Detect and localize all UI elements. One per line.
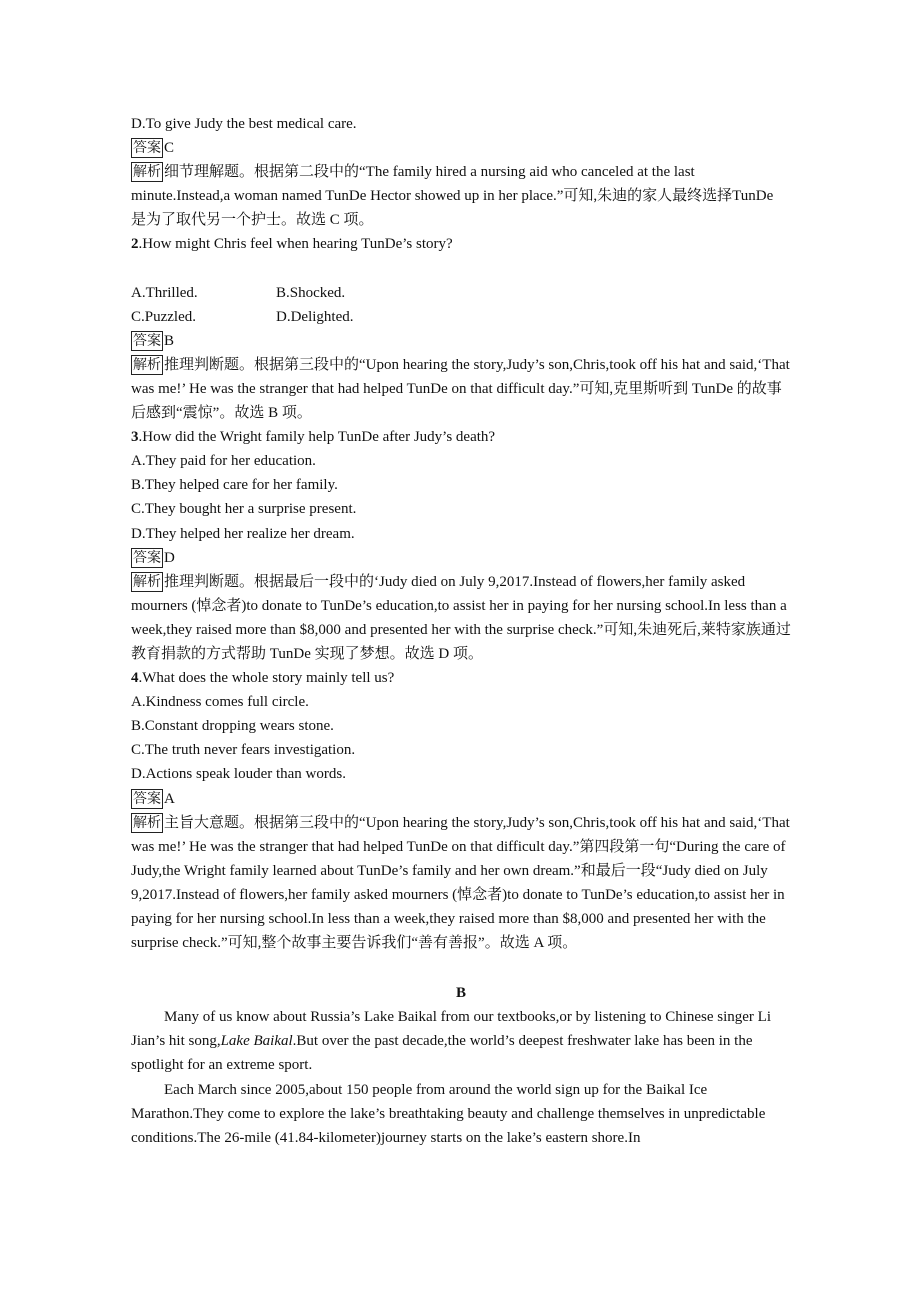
- q4-option-a: A.Kindness comes full circle.: [131, 694, 309, 711]
- analysis-label: 解析: [133, 356, 161, 373]
- q4-answer-line: [131, 787, 791, 811]
- analysis-label: 解析: [133, 573, 161, 590]
- q3-answer: D: [164, 549, 175, 566]
- q3-answer-line: [131, 546, 791, 570]
- q2-stem: 2.How might Chris feel when hearing TunDe’s story?: [131, 236, 453, 253]
- q2-option-c: C.Puzzled.: [131, 308, 196, 325]
- q4-stem: 4.What does the whole story mainly tell us?: [131, 670, 395, 687]
- q2-options-row-1: [131, 281, 791, 305]
- q2-analysis-line: [131, 353, 791, 425]
- q2-analysis: 推理判断题。根据第三段中的“Upon hearing the story,Judy’s son,Chris,took off his hat and said,‘That was me!’ He was the stranger that had helped TunDe on that difficult day.”可知,克里斯听到 TunDe 的故事后感到“震惊”。故选 B 项。: [131, 356, 790, 422]
- q3-option-c: C.They bought her a surprise present.: [131, 501, 357, 518]
- q4-number: 4: [131, 670, 139, 687]
- q1-analysis-line: [131, 160, 791, 232]
- q1-answer: C: [164, 140, 175, 157]
- q3-stem: 3.How did the Wright family help TunDe after Judy’s death?: [131, 429, 496, 446]
- q4-option-d: D.Actions speak louder than words.: [131, 766, 346, 783]
- document-page: [131, 112, 791, 1150]
- q3-option-b: B.They helped care for her family.: [131, 477, 338, 494]
- answer-label: 答案: [133, 790, 161, 807]
- q4-analysis-line: [131, 811, 791, 956]
- q3-number: 3: [131, 429, 139, 446]
- q2-answer-line: [131, 329, 791, 353]
- q4-option-b: B.Constant dropping wears stone.: [131, 718, 334, 735]
- section-heading: B: [455, 985, 466, 1002]
- passage-paragraph-1: Many of us know about Russia’s Lake Baikal from our textbooks,or by listening to Chinese singer Li Jian’s hit song,Lake Baikal.But over the past decade,the world’s deepest freshwater lake has been in the spotlight for an extreme sport.: [131, 1009, 772, 1074]
- q4-answer: A: [164, 790, 175, 807]
- song-title: Lake Baikal: [220, 1033, 293, 1050]
- q2-option-a: A.Thrilled.: [131, 284, 198, 301]
- spacer: [131, 257, 791, 281]
- q2-option-b: B.Shocked.: [276, 284, 346, 301]
- q0-option-d: D.To give Judy the best medical care.: [131, 116, 357, 132]
- q3-analysis: 推理判断题。根据最后一段中的‘Judy died on July 9,2017.Instead of flowers,her family asked mourners (悼念者)to donate to TunDe’s education,to assist her in paying for her nursing school.In less than a week,they raised more than $8,000 and presented her with the surprise check.”可知,朱迪死后,莱特家族通过教育捐款的方式帮助 TunDe 实现了梦想。故选 D 项。: [131, 573, 791, 662]
- q2-option-d: D.Delighted.: [276, 308, 354, 325]
- q3-option-d: D.They helped her realize her dream.: [131, 525, 355, 542]
- q3-analysis-line: [131, 570, 791, 666]
- answer-label: 答案: [133, 549, 161, 566]
- analysis-label: 解析: [133, 814, 161, 831]
- q4-option-c: C.The truth never fears investigation.: [131, 742, 356, 759]
- q2-options-row-2: [131, 305, 791, 329]
- q1-analysis: 细节理解题。根据第二段中的“The family hired a nursing aid who canceled at the last minute.Instead,a woman named TunDe Hector showed up in her place.”可知,朱迪的家人最终选择TunDe 是为了取代另一个护士。故选 C 项。: [131, 164, 774, 229]
- passage-paragraph-2: Each March since 2005,about 150 people from around the world sign up for the Baikal Ice Marathon.They come to explore the lake’s breathtaking beauty and challenge themselves in unpredictable conditions.The 26-mile (41.84-kilometer)journey starts on the lake’s eastern shore.In: [131, 1081, 766, 1146]
- analysis-label: 解析: [133, 164, 161, 181]
- q3-option-a: A.They paid for her education.: [131, 453, 316, 470]
- answer-label: 答案: [133, 332, 161, 349]
- q2-answer: B: [164, 332, 175, 349]
- answer-label: 答案: [133, 140, 161, 157]
- q1-answer-line: [131, 136, 791, 160]
- q4-analysis: 主旨大意题。根据第三段中的“Upon hearing the story,Judy’s son,Chris,took off his hat and said,‘That was me!’ He was the stranger that had helped TunDe on that difficult day.”第四段第一句“During the care of Judy,the Wright family learned about TunDe’s family and her own dream.”和最后一段“Judy died on July 9,2017.Instead of flowers,her family asked mourners (悼念者)to donate to TunDe’s education,to assist her in paying for her nursing school.In less than a week,they raised more than $8,000 and presented her with the surprise check.”可知,整个故事主要告诉我们“善有善报”。故选 A 项。: [131, 814, 790, 952]
- q2-number: 2: [131, 236, 139, 253]
